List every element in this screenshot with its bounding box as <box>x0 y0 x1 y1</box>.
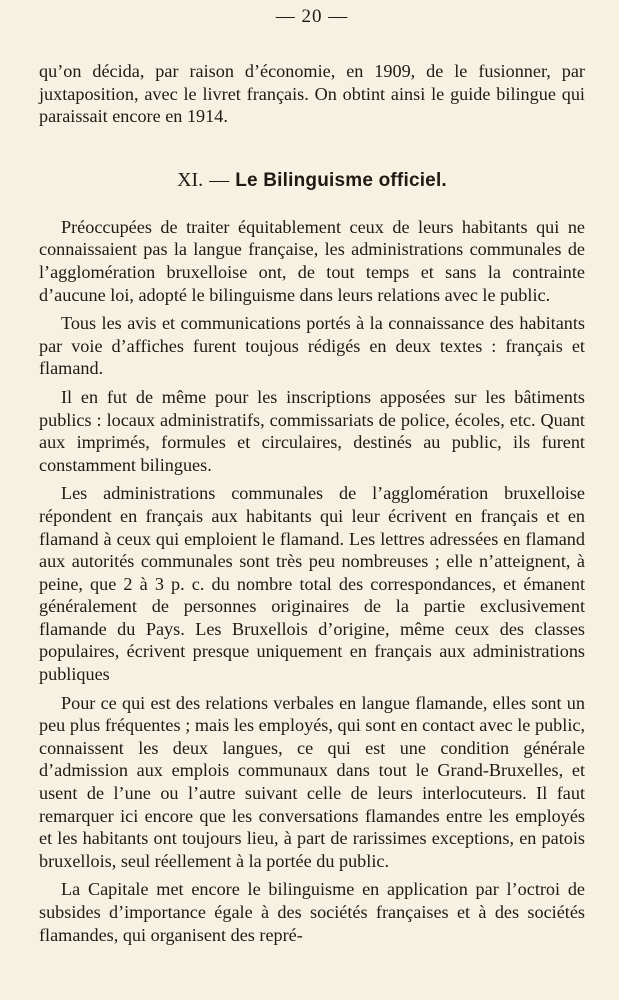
section-dash: — <box>209 168 230 191</box>
body-paragraph: Pour ce qui est des relations verbales en langue flamande, elles sont un peu plus fréquentes ; mais les employés, qui sont en contact avec le public, connaissent les deux langues, ce qui est une condition générale d’admission aux emplois communaux dans tout le Grand-Bruxelles, et usent de l’une ou l’autre suivant celle de leurs interlocuteurs. Il faut remarquer ici encore que les conversations flamandes entre les employés et les habitants ont toujours lieu, à part de rarissimes exceptions, en patois bruxellois, seul réellement à la portée du public. <box>39 692 585 871</box>
body-paragraph: Les administrations communales de l’agglomération bruxelloise répondent en français aux habitants qui leur écrivent en français et en flamand à ceux qui emploient le flamand. Les lettres adressées en flamand aux autorités communales sont très peu nombreuses ; elle n’atteignent, à peine, que 2 à 3 p. c. du nombre total des correspondances, et émanent généralement de personnes originaires de la partie exclusivement flamande du Pays. Les Bruxellois d’origine, même ceux des classes populaires, écrivent presque uniquement en français aux administrations publiques <box>39 483 585 685</box>
section-number: XI. <box>177 168 204 191</box>
section-heading <box>39 168 585 192</box>
body-paragraph: Il en fut de même pour les inscriptions apposées sur les bâtiments publics : locaux administratifs, commissariats de police, écoles, etc. Quant aux imprimés, formules et circulaires, destinés au public, ils furent constamment bilingues. <box>39 386 585 475</box>
page-number: — 20 — <box>275 6 349 27</box>
opening-paragraph: qu’on décida, par raison d’économie, en 1909, de le fusionner, par juxtaposition, avec le livret français. On obtint ainsi le guide bilingue qui paraissait encore en 1914. <box>39 61 585 127</box>
body-paragraph: Tous les avis et communications portés à la connaissance des habitants par voie d’affiches furent toujous rédigés en deux textes : français et flamand. <box>39 313 585 379</box>
section-title: Le Bilinguisme officiel. <box>235 169 447 191</box>
body-paragraph: La Capitale met encore le bilinguisme en application par l’octroi de subsides d’importance égale à des sociétés françaises et à des sociétés flamandes, qui organisent des repré- <box>39 879 585 945</box>
body-paragraph: Préoccupées de traiter équitablement ceux de leurs habitants qui ne connaissaient pas la langue française, les administrations communales de l’agglomération bruxelloise ont, de tout temps et sans la contrainte d’aucune loi, adopté le bilinguisme dans leurs relations avec le public. <box>39 216 585 305</box>
